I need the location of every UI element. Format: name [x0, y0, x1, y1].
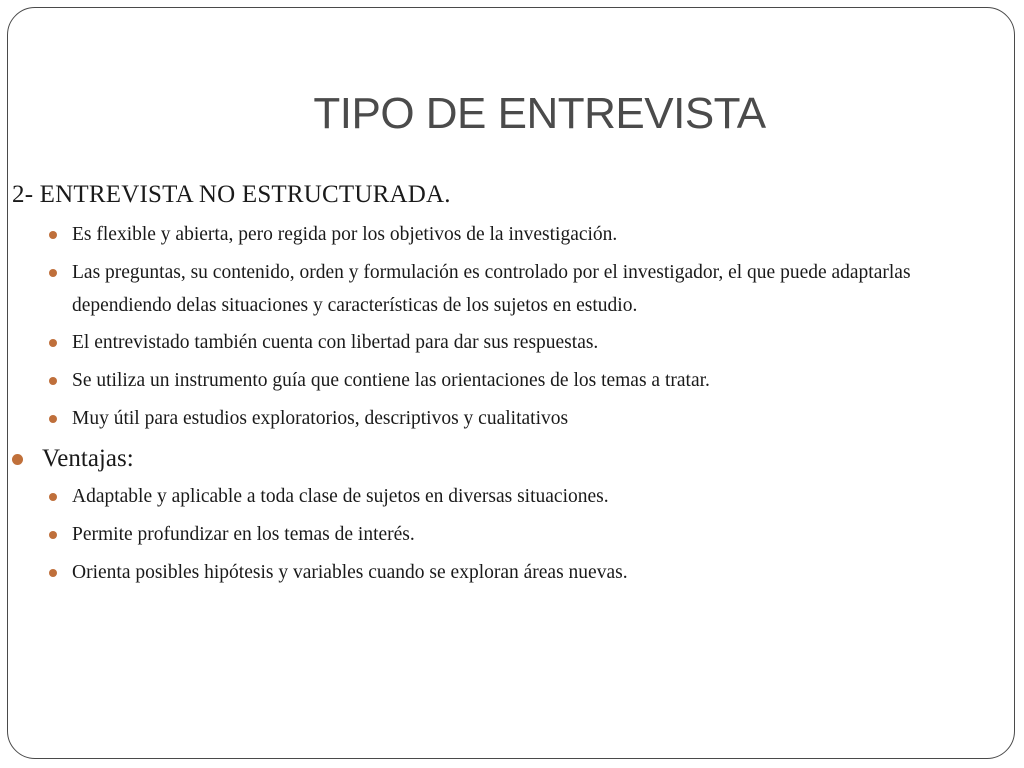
ventajas-list: [12, 480, 1002, 590]
list-item-text: El entrevistado también cuenta con libertad para dar sus respuestas.: [72, 332, 599, 353]
bullet-icon: [49, 269, 57, 277]
bullet-icon: [49, 231, 57, 239]
slide-title: TIPO DE ENTREVISTA: [313, 89, 766, 138]
list-item-text: Muy útil para estudios exploratorios, descriptivos y cualitativos: [72, 408, 569, 429]
bullet-icon: [49, 415, 57, 423]
list-item-text: Orienta posibles hipótesis y variables cuando se exploran áreas nuevas.: [72, 562, 628, 583]
list-item-text: Se utiliza un instrumento guía que contiene las orientaciones de los temas a tratar.: [72, 370, 710, 391]
bullet-icon: [49, 569, 57, 577]
bullet-icon: [12, 454, 23, 465]
list-item-text: Adaptable y aplicable a toda clase de sujetos en diversas situaciones.: [72, 486, 609, 507]
ventajas-label: Ventajas:: [42, 445, 134, 472]
list-item-text: Es flexible y abierta, pero regida por los objetivos de la investigación.: [72, 224, 618, 245]
list-item: [47, 556, 1002, 590]
section-heading: 2- ENTREVISTA NO ESTRUCTURADA.: [12, 181, 451, 208]
list-item: [47, 364, 1002, 398]
list-item: [47, 326, 1002, 360]
characteristics-list: [12, 218, 1002, 436]
list-item: [47, 402, 1002, 436]
list-item: [47, 218, 1002, 252]
list-item: [47, 480, 1002, 514]
bullet-icon: [49, 531, 57, 539]
list-item: [47, 256, 1002, 322]
ventajas-heading: [12, 442, 1002, 476]
bullet-icon: [49, 377, 57, 385]
list-item-text: Permite profundizar en los temas de interés.: [72, 524, 415, 545]
list-item: [47, 518, 1002, 552]
bullet-icon: [49, 493, 57, 501]
bullet-icon: [49, 339, 57, 347]
slide-content: [12, 178, 1002, 594]
list-item-text: Las preguntas, su contenido, orden y formulación es controlado por el investigador, el que puede adaptarlas dependiendo delas situaciones y características de los sujetos en estudio.: [72, 262, 911, 316]
